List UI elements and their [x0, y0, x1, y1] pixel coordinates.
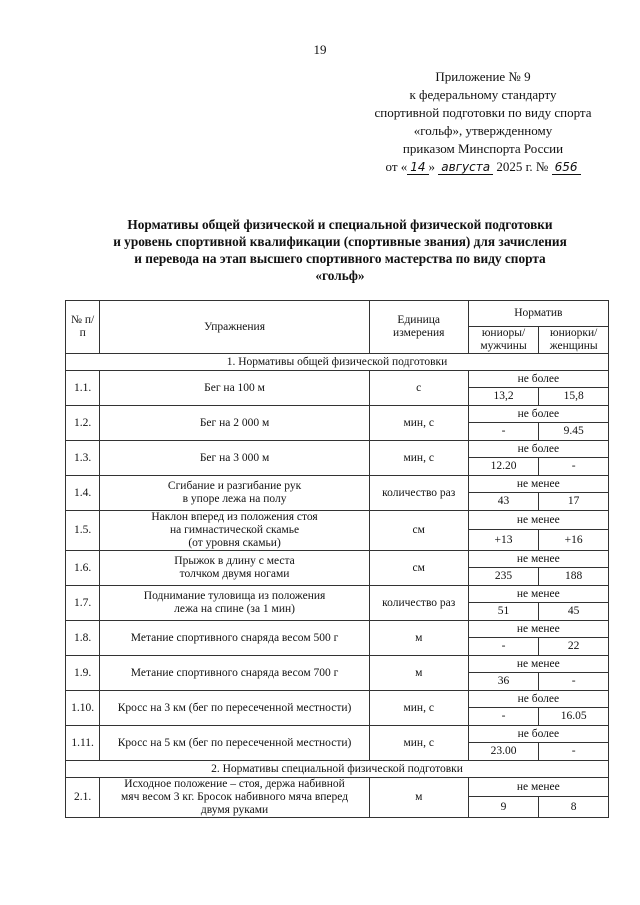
exercise-name: Метание спортивного снаряда весом 500 г — [100, 621, 369, 656]
male-value: 235 — [468, 568, 539, 586]
annex-line: спортивной подготовки по виду спорта — [374, 105, 592, 120]
date-mid: » — [428, 159, 436, 174]
annex-line: «гольф», утвержденному — [413, 123, 553, 138]
table-row — [66, 476, 609, 493]
male-value: 23.00 — [468, 743, 539, 761]
table-row — [66, 621, 609, 638]
unit: мин, с — [369, 406, 468, 441]
male-value: 13,2 — [468, 388, 539, 406]
date-suffix: 2025 г. № — [496, 159, 549, 174]
exercise-name: Исходное положение – стоя, держа набивной мяч весом 3 кг. Бросок набивного мяча вперед двумя руками — [100, 778, 369, 818]
norm-qualifier: не более — [468, 726, 608, 743]
title-line: Нормативы общей физической и специальной физической подготовки — [127, 217, 553, 232]
document-title — [60, 216, 620, 284]
female-value: 17 — [539, 493, 609, 511]
table-row — [66, 586, 609, 603]
male-value: +13 — [468, 530, 539, 551]
exercise-name: Кросс на 3 км (бег по пересеченной местности) — [100, 691, 369, 726]
page-number: 19 — [313, 42, 327, 57]
header-exercise: Упражнения — [100, 301, 369, 354]
row-number: 1.9. — [66, 656, 100, 691]
female-value: 15,8 — [539, 388, 609, 406]
norms-table — [65, 300, 609, 818]
unit: м — [369, 778, 468, 818]
table-row — [66, 441, 609, 458]
male-value: 51 — [468, 603, 539, 621]
female-value: +16 — [539, 530, 609, 551]
table-row — [66, 726, 609, 743]
row-number: 1.6. — [66, 551, 100, 586]
unit: м — [369, 656, 468, 691]
annex-date-line — [352, 158, 614, 176]
female-value: 45 — [539, 603, 609, 621]
male-value: 43 — [468, 493, 539, 511]
row-number: 1.7. — [66, 586, 100, 621]
row-number: 1.5. — [66, 511, 100, 551]
table-row — [66, 511, 609, 530]
exercise-name: Бег на 100 м — [100, 371, 369, 406]
male-value: 9 — [468, 797, 539, 818]
norm-qualifier: не менее — [468, 511, 608, 530]
title-line: и перевода на этап высшего спортивного мастерства по виду спорта — [134, 251, 546, 266]
norm-qualifier: не менее — [468, 621, 608, 638]
header-num: № п/п — [66, 301, 100, 354]
norm-qualifier: не менее — [468, 656, 608, 673]
exercise-name: Метание спортивного снаряда весом 700 г — [100, 656, 369, 691]
norm-qualifier: не более — [468, 441, 608, 458]
table-row — [66, 691, 609, 708]
unit: количество раз — [369, 586, 468, 621]
header-norm: Норматив — [468, 301, 608, 327]
row-number: 1.10. — [66, 691, 100, 726]
female-value: 16.05 — [539, 708, 609, 726]
table-row — [66, 406, 609, 423]
row-number: 1.2. — [66, 406, 100, 441]
exercise-name: Наклон вперед из положения стоя на гимнастической скамье (от уровня скамьи) — [100, 511, 369, 551]
annex-block — [352, 68, 614, 176]
norm-qualifier: не более — [468, 406, 608, 423]
row-number: 1.11. — [66, 726, 100, 761]
row-number: 1.8. — [66, 621, 100, 656]
norm-qualifier: не менее — [468, 586, 608, 603]
exercise-name: Поднимание туловища из положения лежа на спине (за 1 мин) — [100, 586, 369, 621]
unit: см — [369, 551, 468, 586]
unit: см — [369, 511, 468, 551]
header-unit: Единица измерения — [369, 301, 468, 354]
norm-qualifier: не менее — [468, 778, 608, 797]
row-number: 1.3. — [66, 441, 100, 476]
female-value: - — [539, 743, 609, 761]
exercise-name: Сгибание и разгибание рук в упоре лежа на полу — [100, 476, 369, 511]
male-value: - — [468, 423, 539, 441]
norm-qualifier: не более — [468, 371, 608, 388]
unit: мин, с — [369, 691, 468, 726]
annex-line: к федеральному стандарту — [409, 87, 557, 102]
section-heading: 1. Нормативы общей физической подготовки — [66, 354, 609, 371]
header-female: юниорки/ женщины — [539, 327, 609, 354]
unit: м — [369, 621, 468, 656]
table-row — [66, 371, 609, 388]
handwritten-day: 14 — [407, 160, 428, 175]
norm-qualifier: не менее — [468, 551, 608, 568]
table-row — [66, 551, 609, 568]
annex-line: Приложение № 9 — [435, 69, 531, 84]
female-value: - — [539, 458, 609, 476]
row-number: 1.4. — [66, 476, 100, 511]
handwritten-order-number: 656 — [552, 160, 581, 175]
title-line: и уровень спортивной квалификации (спортивные звания) для зачисления — [113, 234, 567, 249]
unit: мин, с — [369, 726, 468, 761]
norm-qualifier: не менее — [468, 476, 608, 493]
male-value: - — [468, 708, 539, 726]
male-value: 36 — [468, 673, 539, 691]
unit: с — [369, 371, 468, 406]
exercise-name: Прыжок в длину с места толчком двумя ногами — [100, 551, 369, 586]
exercise-name: Бег на 3 000 м — [100, 441, 369, 476]
male-value: - — [468, 638, 539, 656]
female-value: 22 — [539, 638, 609, 656]
male-value: 12.20 — [468, 458, 539, 476]
female-value: 9.45 — [539, 423, 609, 441]
annex-line: приказом Минспорта России — [402, 141, 564, 156]
female-value: - — [539, 673, 609, 691]
unit: количество раз — [369, 476, 468, 511]
female-value: 188 — [539, 568, 609, 586]
title-line: «гольф» — [315, 268, 365, 283]
table-row — [66, 778, 609, 797]
date-prefix: от « — [385, 159, 408, 174]
row-number: 2.1. — [66, 778, 100, 818]
section-heading: 2. Нормативы специальной физической подготовки — [66, 761, 609, 778]
female-value: 8 — [539, 797, 609, 818]
header-male: юниоры/ мужчины — [468, 327, 539, 354]
table-row — [66, 656, 609, 673]
handwritten-month: августа — [438, 160, 493, 175]
unit: мин, с — [369, 441, 468, 476]
norm-qualifier: не более — [468, 691, 608, 708]
exercise-name: Бег на 2 000 м — [100, 406, 369, 441]
row-number: 1.1. — [66, 371, 100, 406]
exercise-name: Кросс на 5 км (бег по пересеченной местности) — [100, 726, 369, 761]
